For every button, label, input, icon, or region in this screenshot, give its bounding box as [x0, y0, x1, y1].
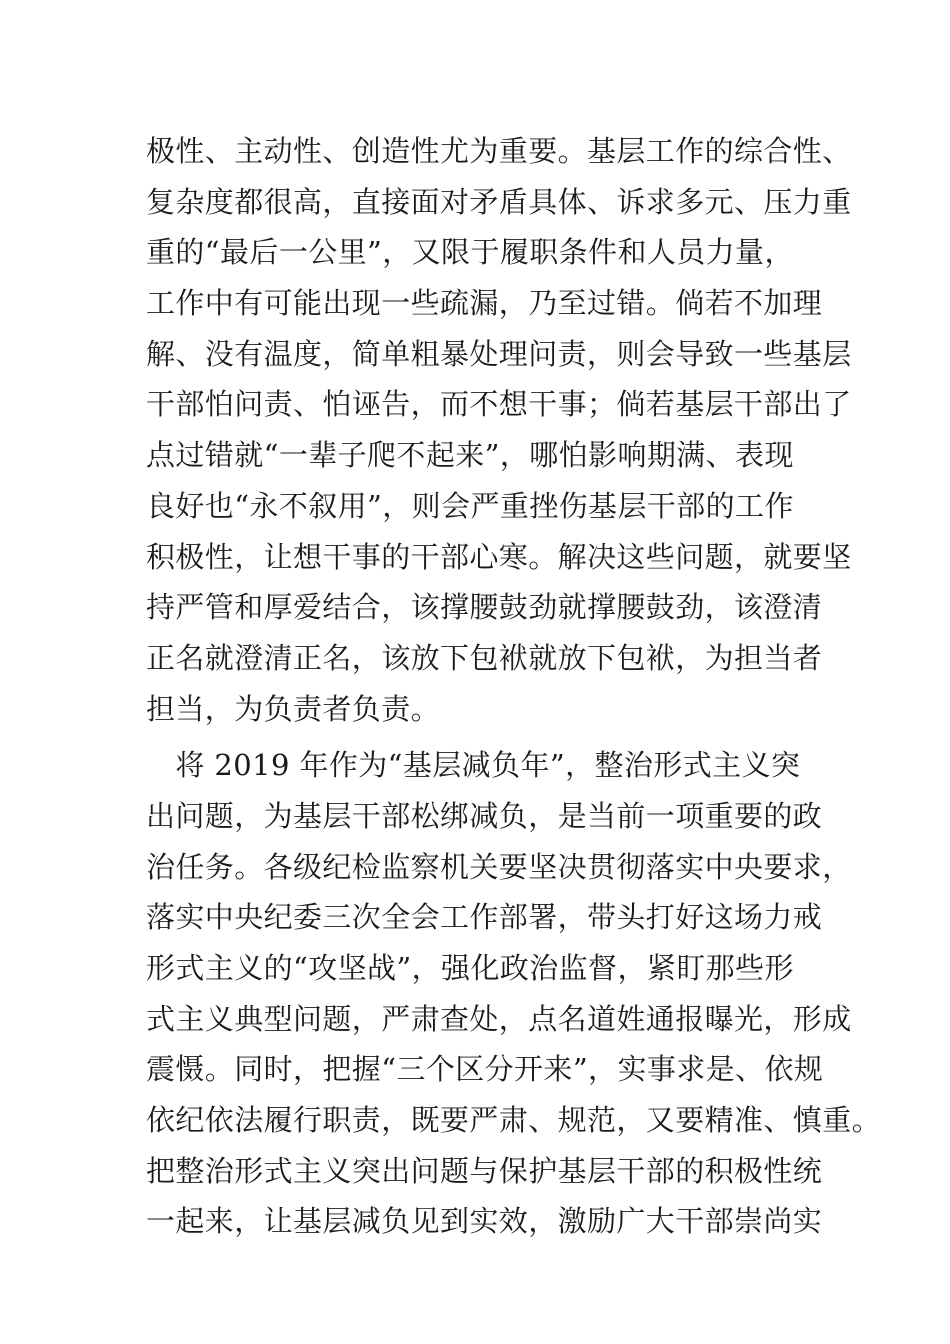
text-line: 持严管和厚爱结合，该撑腰鼓劲就撑腰鼓劲，该澄清: [146, 590, 823, 625]
text-line: 落实中央纪委三次全会工作部署，带头打好这场力戒: [146, 900, 823, 935]
paragraph: [146, 126, 852, 734]
text-line: 一起来，让基层减负见到实效，激励广大干部崇尚实: [146, 1204, 823, 1239]
text-line: 形式主义的“攻坚战”，强化政治监督，紧盯那些形: [146, 951, 794, 985]
text-line: 干部怕问责、怕诬告，而不想干事；倘若基层干部出了: [146, 387, 852, 422]
text-line: 依纪依法履行职责，既要严肃、规范，又要精准、慎重。: [146, 1103, 882, 1138]
text-line: 出问题，为基层干部松绑减负，是当前一项重要的政: [146, 798, 823, 833]
text-line: 复杂度都很高，直接面对矛盾具体、诉求多元、压力重: [146, 184, 852, 219]
text-line: 重的“最后一公里”，又限于履职条件和人员力量，: [146, 235, 794, 270]
text-line: 震慑。同时，把握“三个区分开来”，实事求是、依规: [146, 1052, 824, 1087]
text-line: 积极性，让想干事的干部心寒。解决这些问题，就要坚: [146, 539, 852, 574]
text-line: 将 2019 年作为“基层减负年”，整治形式主义突: [146, 748, 801, 783]
text-line: 治任务。各级纪检监察机关要坚决贯彻落实中央要求，: [146, 849, 852, 884]
text-line: 工作中有可能出现一些疏漏，乃至过错。倘若不加理: [146, 286, 823, 321]
text-line: 极性、主动性、创造性尤为重要。基层工作的综合性、: [146, 134, 852, 168]
text-line: 正名就澄清正名，该放下包袱就放下包袱，为担当者: [146, 640, 823, 675]
paragraph: [146, 740, 882, 1247]
text-line: 点过错就“一辈子爬不起来”，哪怕影响期满、表现: [146, 438, 794, 473]
text-line: 担当，为负责者负责。: [146, 691, 441, 726]
text-line: 解、没有温度，简单粗暴处理问责，则会导致一些基层: [146, 336, 852, 371]
text-line: 式主义典型问题，严肃查处，点名道姓通报曝光，形成: [146, 1001, 852, 1036]
text-line: 把整治形式主义突出问题与保护基层干部的积极性统: [146, 1153, 823, 1188]
text-line: 良好也“永不叙用”，则会严重挫伤基层干部的工作: [146, 488, 794, 523]
document-body: [146, 126, 882, 1247]
